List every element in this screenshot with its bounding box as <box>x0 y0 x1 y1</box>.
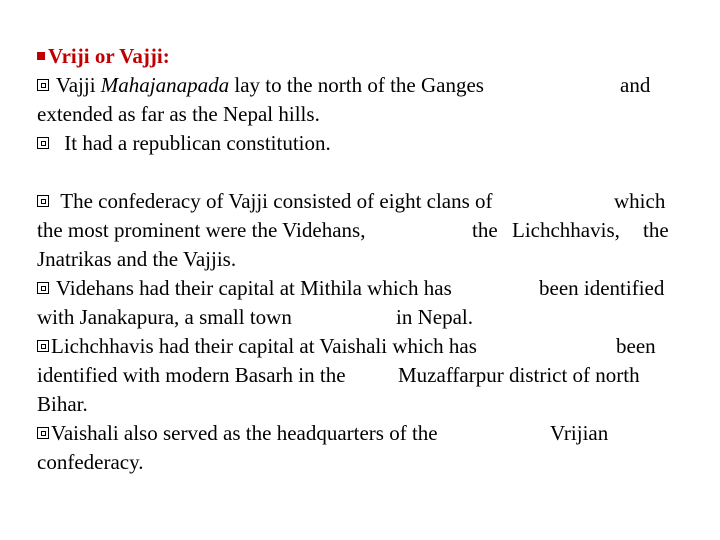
text-italic: Mahajanapada <box>100 73 230 97</box>
bullet-1-cont <box>37 100 687 129</box>
text: in Nepal. <box>396 305 473 329</box>
text: identified with modern Basarh in the <box>37 363 346 387</box>
text: and <box>620 73 651 97</box>
box-bullet-icon <box>37 79 49 91</box>
heading-text: Vriji or Vajji: <box>48 44 170 68</box>
box-bullet-icon <box>37 340 49 352</box>
slide-heading <box>37 42 687 71</box>
text: extended as far as the Nepal hills. <box>37 102 320 126</box>
text: Vajji <box>55 73 101 97</box>
bullet-6-cont <box>37 448 687 477</box>
bullet-4-cont <box>37 303 687 332</box>
bullet-5-cont <box>37 361 687 390</box>
bullet-5 <box>37 332 687 361</box>
text: Bihar. <box>37 392 88 416</box>
box-bullet-icon <box>37 282 49 294</box>
bullet-3-cont <box>37 216 687 245</box>
bullet-3-cont-2 <box>37 245 687 274</box>
text: It had a republican constitution. <box>64 131 331 155</box>
text: Jnatrikas and the Vajjis. <box>37 247 237 271</box>
text: with Janakapura, a small town <box>37 305 292 329</box>
text: Muzaffarpur district of north <box>398 363 640 387</box>
text: Lichchhavis, <box>512 218 620 242</box>
bullet-5-cont-2 <box>37 390 687 419</box>
bullet-3 <box>37 187 687 216</box>
text: the most prominent were the Videhans, <box>37 218 366 242</box>
text: The confederacy of Vajji consisted of eight clans of <box>60 189 493 213</box>
bullet-4 <box>37 274 687 303</box>
text: which <box>614 189 666 213</box>
text: Vrijian <box>550 421 609 445</box>
text: Vaishali also served as the headquarters of the <box>51 421 438 445</box>
text: the <box>643 218 669 242</box>
box-bullet-icon <box>37 427 49 439</box>
text: Videhans had their capital at Mithila which has <box>55 276 452 300</box>
slide-content <box>37 42 687 477</box>
text: confederacy. <box>37 450 144 474</box>
text: the <box>472 218 498 242</box>
text: been <box>616 334 656 358</box>
text: lay to the north of the Ganges <box>229 73 484 97</box>
square-bullet-icon <box>37 52 45 60</box>
box-bullet-icon <box>37 137 49 149</box>
text: been identified <box>539 276 665 300</box>
text: Lichchhavis had their capital at Vaishali which has <box>51 334 477 358</box>
bullet-1 <box>37 71 687 100</box>
bullet-6 <box>37 419 687 448</box>
bullet-2 <box>37 129 687 158</box>
box-bullet-icon <box>37 195 49 207</box>
